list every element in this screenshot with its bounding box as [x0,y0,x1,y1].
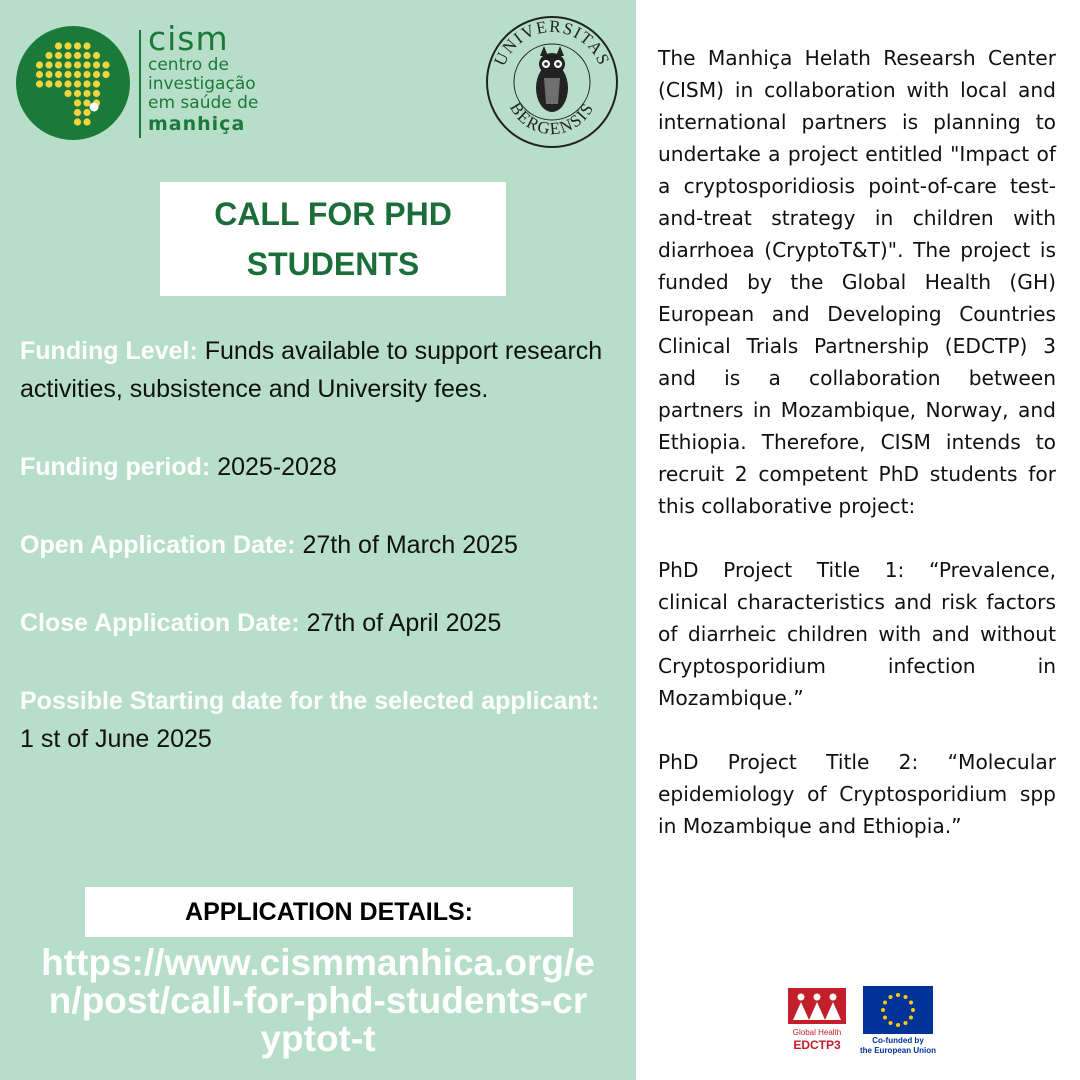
logo-dot [74,52,81,59]
logo-dot [45,52,52,59]
intro-paragraph: The Manhiça Helath Researsh Center (CISM) in collaboration with local and international partners is planning to undertake a project entitled "Impact of a cryptosporidiosis point-of-care test-and-treat strategy in children with diarrhoea (CryptoT&T)". The project is funded by the Global Health (GH) European and Developing Countries Clinical Trials Partnership (EDCTP) 3 and is a collaboration between partners in Mozambique, Norway, and Ethiopia. Therefore, CISM intends to recruit 2 competent PhD students for this collaborative project: [658,46,1056,518]
logo-dot [83,61,90,68]
detail-value: 27th of April 2025 [306,609,502,637]
logo-dot [36,80,43,87]
logo-dot [64,52,71,59]
eu-star [911,1008,915,1012]
eu-star [896,1023,900,1027]
eu-flag-icon [863,986,933,1034]
detail-close-date [20,604,620,642]
edctp-name: EDCTP3 [793,1038,841,1052]
eu-line-2: the European Union [860,1046,936,1055]
logo-dot [55,61,62,68]
logo-dot [93,71,100,78]
logo-dot [102,71,109,78]
eu-star [909,1016,913,1020]
cism-logo-icon [16,26,130,140]
logo-dot [74,42,81,49]
logo-line-3: em saúde de [148,93,259,113]
logo-dot [83,80,90,87]
project-description [658,42,1056,874]
eu-star [883,1001,887,1005]
logo-dot [102,61,109,68]
detail-label: Possible Starting date for the selected applicant: [20,687,600,715]
eu-star [889,995,893,999]
university-seal-icon [484,14,620,150]
logo-dot [74,61,81,68]
detail-value: 2025-2028 [217,453,337,481]
logo-dot [64,80,71,87]
edctp-label: Global Health [792,1028,842,1037]
logo-dot [45,71,52,78]
seal-top-text: UNIVERSITAS [490,16,614,69]
logo-dot [64,71,71,78]
logo-dot [83,71,90,78]
title-box [160,182,506,296]
logo-dot [36,71,43,78]
logo-dot [83,118,90,125]
logo-dot [83,109,90,116]
logo-dot [74,90,81,97]
logo-dot [36,61,43,68]
logo-dot [83,42,90,49]
logo-dot [93,80,100,87]
funding-details [20,332,620,798]
logo-dot [45,80,52,87]
detail-open-date [20,526,620,564]
logo-line-2: investigação [148,74,256,94]
detail-start-date [20,682,620,758]
eu-cofunded-label [853,1036,943,1056]
logo-dot [93,52,100,59]
detail-label: Open Application Date: [20,531,296,559]
eu-star [909,1001,913,1005]
detail-label: Close Application Date: [20,609,300,637]
detail-value: 1 st of June 2025 [20,725,212,753]
logo-line-1: centro de [148,55,229,75]
cism-wordmark [148,19,259,135]
logo-dot [55,71,62,78]
detail-funding-period [20,448,620,486]
project-title-1: PhD Project Title 1: “Prevalence, clinical characteristics and risk factors of diarrheic children with and without Cryptosporidium infection in Mozambique.” [658,558,1056,710]
logo-dot [55,42,62,49]
detail-funding-level [20,332,620,408]
eu-star [896,993,900,997]
application-heading: APPLICATION DETAILS: [185,897,473,926]
logo-dot [93,90,100,97]
detail-value: Funds available to support research activities, subsistence and University fees. [20,337,603,403]
logo-dot [83,99,90,106]
logo-line-4: manhiça [148,113,246,135]
seal-bottom-text: BERGENSIS [506,98,598,139]
logo-dot [64,90,71,97]
project-title-2: PhD Project Title 2: “Molecular epidemiology of Cryptosporidium spp in Mozambique and Ethiopia.” [658,750,1056,838]
logo-divider [139,30,141,138]
logo-dot [74,71,81,78]
eu-star [889,1021,893,1025]
eu-line-1: Co-funded by [872,1036,924,1045]
logo-dot [83,90,90,97]
eu-star [883,1016,887,1020]
detail-label: Funding period: [20,453,211,481]
logo-dot [74,80,81,87]
logo-dot [74,118,81,125]
logo-brand: cism [148,19,229,58]
eu-star [904,995,908,999]
application-url-link[interactable]: https://www.cismmanhica.org/en/post/call-for-phd-students-cryptot-t [41,942,595,1059]
detail-label: Funding Level: [20,337,198,365]
logo-dot [64,61,71,68]
logo-dot [74,109,81,116]
eu-star [904,1021,908,1025]
detail-value: 27th of March 2025 [302,531,518,559]
logo-dot [74,99,81,106]
eu-star [881,1008,885,1012]
logo-dot [64,42,71,49]
logo-dot [45,61,52,68]
logo-dot [83,52,90,59]
logo-dot [93,61,100,68]
application-details-box [85,887,573,937]
logo-dot [55,80,62,87]
logo-dot [55,52,62,59]
page-title: CALL FOR PHD STUDENTS [214,196,452,282]
